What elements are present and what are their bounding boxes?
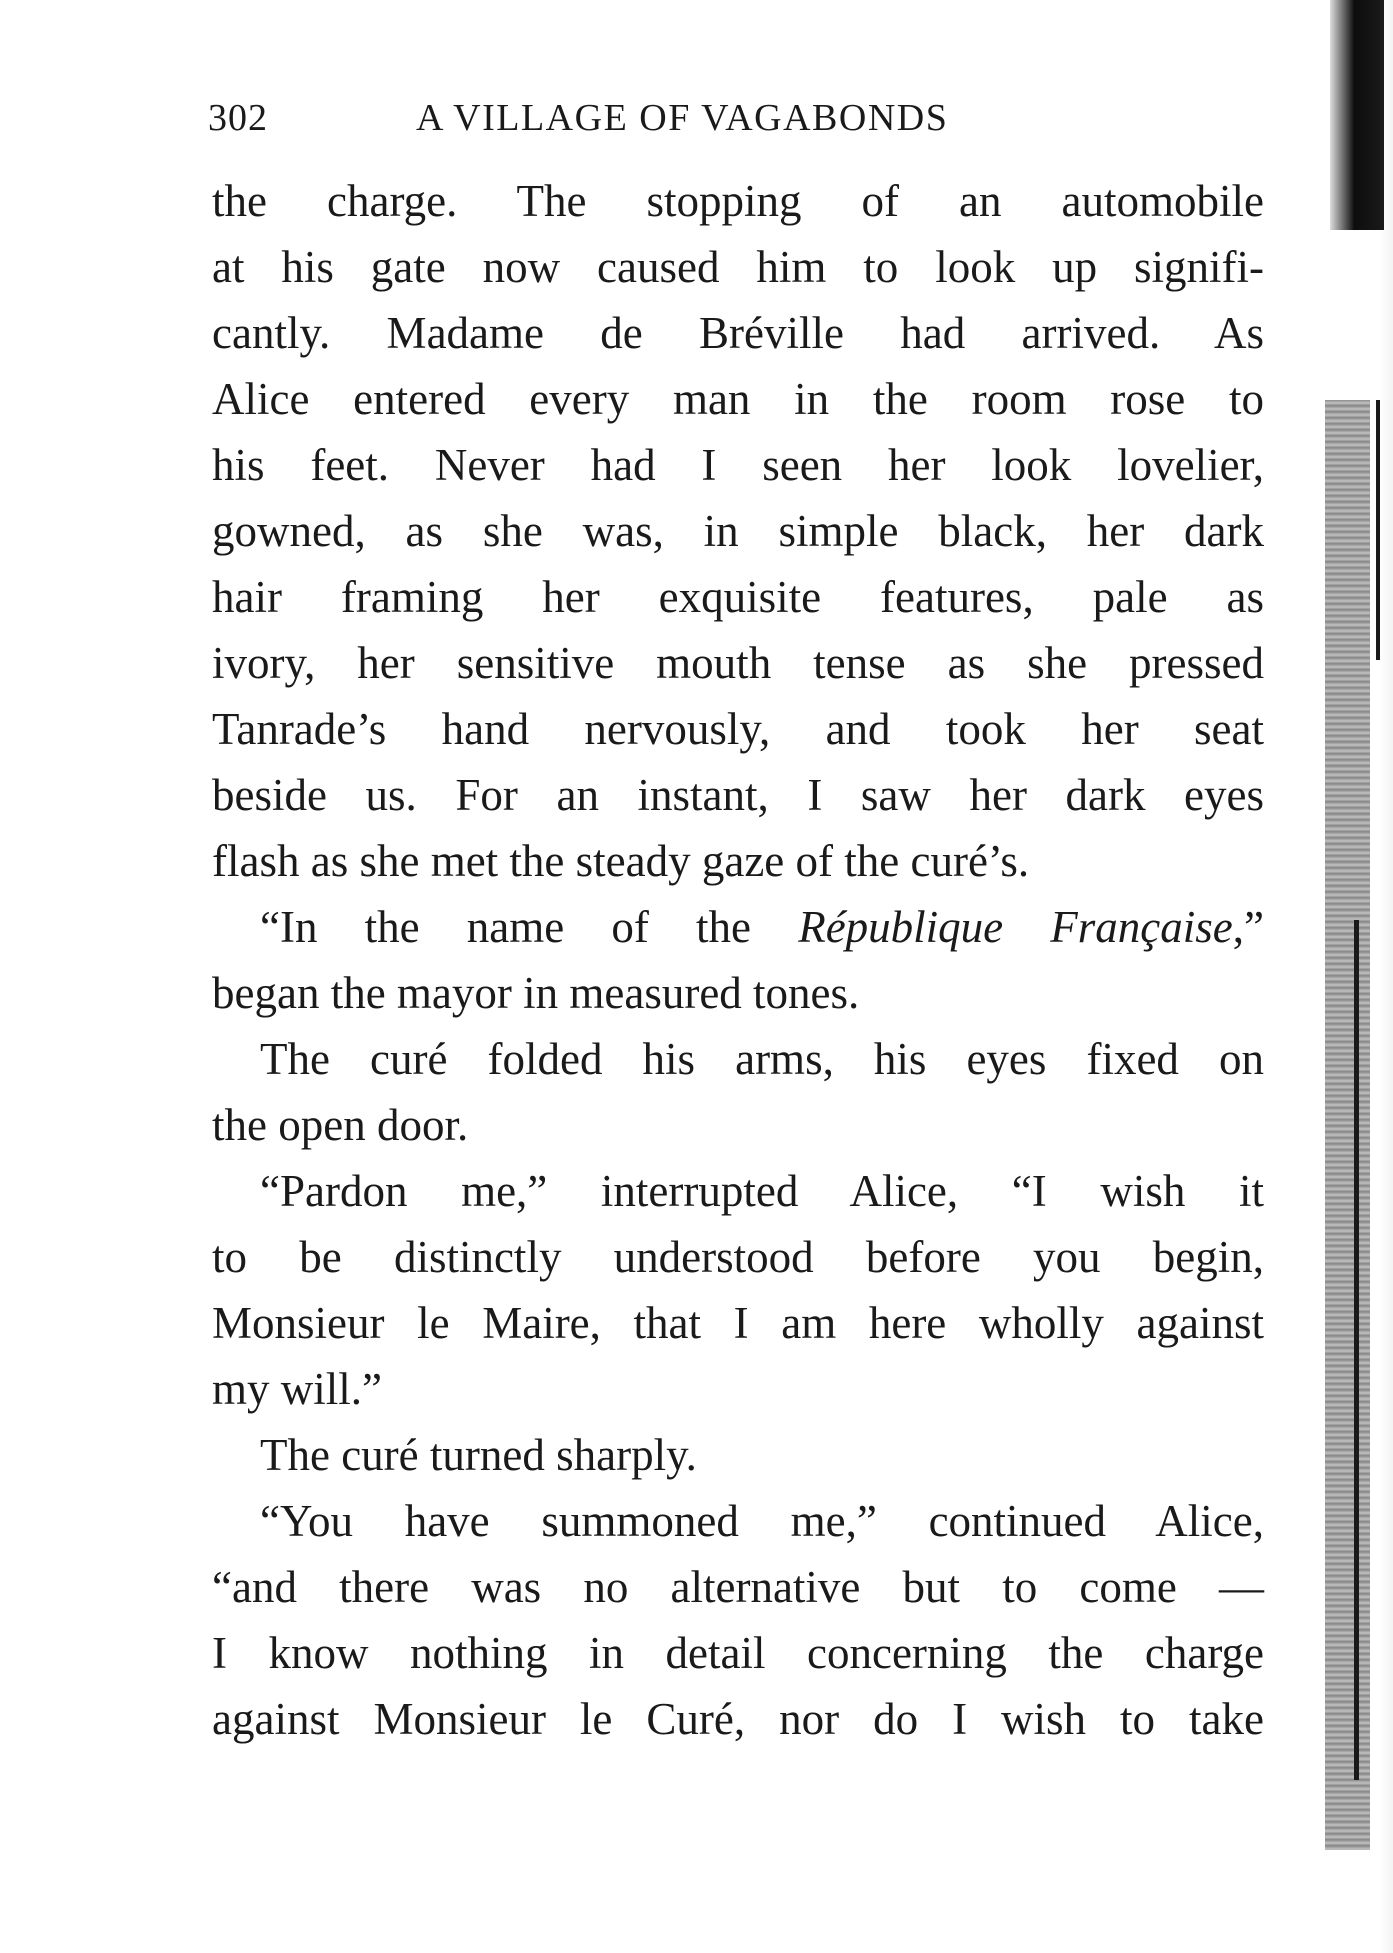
text-line: The curé turned sharply. [260,1430,697,1480]
scan-edge-top [1330,0,1384,230]
text-line [212,894,1264,960]
text-line: “Pardon me,” interrupted Alice, “I wish it [260,1166,1264,1216]
text-line: at his gate now caused him to look up signifi- [212,242,1264,292]
italic-phrase: République Française [798,902,1233,952]
text-line: ivory, her sensitive mouth tense as she pressed [212,638,1264,688]
text-line: hair framing her exquisite features, pale as [212,572,1264,622]
scan-edge-shadow [1379,0,1393,1953]
scan-edge-line [1354,920,1359,1780]
page-number: 302 [208,97,268,139]
text-line: “You have summoned me,” continued Alice, [260,1496,1264,1546]
text-line: Tanrade’s hand nervously, and took her seat [212,704,1264,754]
text-fragment: ,” [1232,902,1265,952]
text-line: flash as she met the steady gaze of the curé’s. [212,836,1030,886]
text-line: against Monsieur le Curé, nor do I wish to take [212,1694,1264,1744]
text-line: cantly. Madame de Bréville had arrived. As [212,308,1264,358]
text-line: Monsieur le Maire, that I am here wholly against [212,1298,1264,1348]
text-line: my will.” [212,1364,382,1414]
text-line: “and there was no alternative but to come — [212,1562,1264,1612]
text-line: his feet. Never had I seen her look lovelier, [212,440,1264,490]
scan-edge-binding [1325,400,1370,1850]
body-text [212,168,1264,1752]
scan-edge-line [1376,400,1380,660]
text-line: gowned, as she was, in simple black, her dark [212,506,1264,556]
text-line: the open door. [212,1100,469,1150]
text-line: The curé folded his arms, his eyes fixed on [260,1034,1264,1084]
running-head [208,96,1068,146]
text-line: to be distinctly understood before you begin, [212,1232,1264,1282]
text-line: I know nothing in detail concerning the charge [212,1628,1264,1678]
running-title: A VILLAGE OF VAGABONDS [416,97,949,139]
text-fragment: “In the name of the [260,902,799,952]
text-line: the charge. The stopping of an automobile [212,176,1264,226]
text-line: began the mayor in measured tones. [212,968,860,1018]
text-line: Alice entered every man in the room rose to [212,374,1264,424]
text-line: beside us. For an instant, I saw her dark eyes [212,770,1264,820]
